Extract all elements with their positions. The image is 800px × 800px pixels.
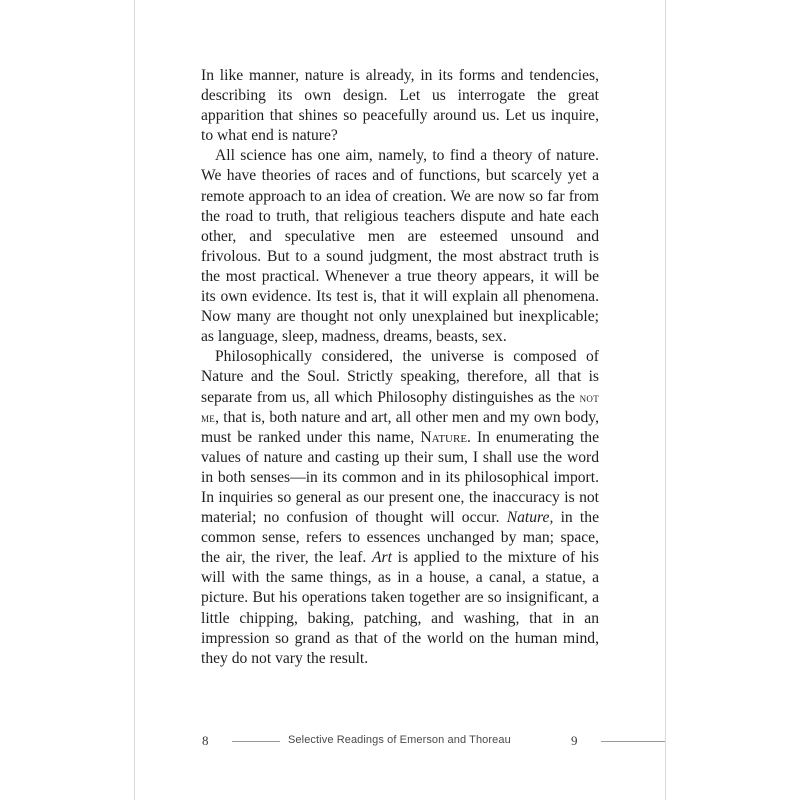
not-me-small-caps: not me <box>201 390 599 425</box>
paragraph-3 <box>201 347 599 669</box>
paragraph-3-text-3: . In enumerating the values of nature and casting up their sum, I shall use the word in both senses—in its common and in its philosophical import. In inquiries so general as our present one, the inaccuracy is not material; no confusion of thought will occur. <box>201 428 599 527</box>
art-italic: Art <box>372 549 392 567</box>
paragraph-3-text-2: , that is, both nature and art, all other men and my own body, must be ranked under this name, <box>201 408 599 446</box>
body-text <box>201 66 599 669</box>
paragraph-3-text-4: in the common sense, refers to essences unchanged by man; space, the air, the river, the leaf. <box>201 509 599 567</box>
footer-rule-right <box>601 741 665 742</box>
paragraph-3-text-1: Philosophically considered, the universe is composed of Nature and the Soul. Strictly speaking, therefore, all that is separate from us, all which Philosophy distinguishes as the <box>201 348 599 406</box>
paragraph-1: In like manner, nature is already, in its forms and tendencies, describing its own design. Let us interrogate the great apparition that shines so peacefully around us. Let us inquire, to what end is nature? <box>201 67 599 145</box>
nature-small-caps: Nature <box>420 428 468 446</box>
footer-rule-left <box>232 741 280 742</box>
right-page-number: 9 <box>571 733 578 748</box>
running-head: Selective Readings of Emerson and Thoreau <box>288 734 511 746</box>
page-footer <box>0 733 800 753</box>
nature-italic: Nature, <box>506 509 554 527</box>
paragraph-2: All science has one aim, namely, to find a theory of nature. We have theories of races and of functions, but scarcely yet a remote approach to an idea of creation. We are now so far from the road to truth, that religious teachers dispute and hate each other, and speculative men are esteemed unsound and frivolous. But to a sound judgment, the most abstract truth is the most practical. Whenever a true theory appears, it will be its own evidence. Its test is, that it will explain all phenomena. Now many are thought not only unexplained but inexplicable; as language, sleep, madness, dreams, beasts, sex. <box>201 147 599 346</box>
left-page-number: 8 <box>202 733 209 748</box>
paragraph-3-text-5: is applied to the mixture of his will with the same things, as in a house, a canal, a statue, a picture. But his operations taken together are so insignificant, a little chipping, baking, patching, and washing, that in an impression so grand as that of the world on the human mind, they do not vary the result. <box>201 549 599 667</box>
